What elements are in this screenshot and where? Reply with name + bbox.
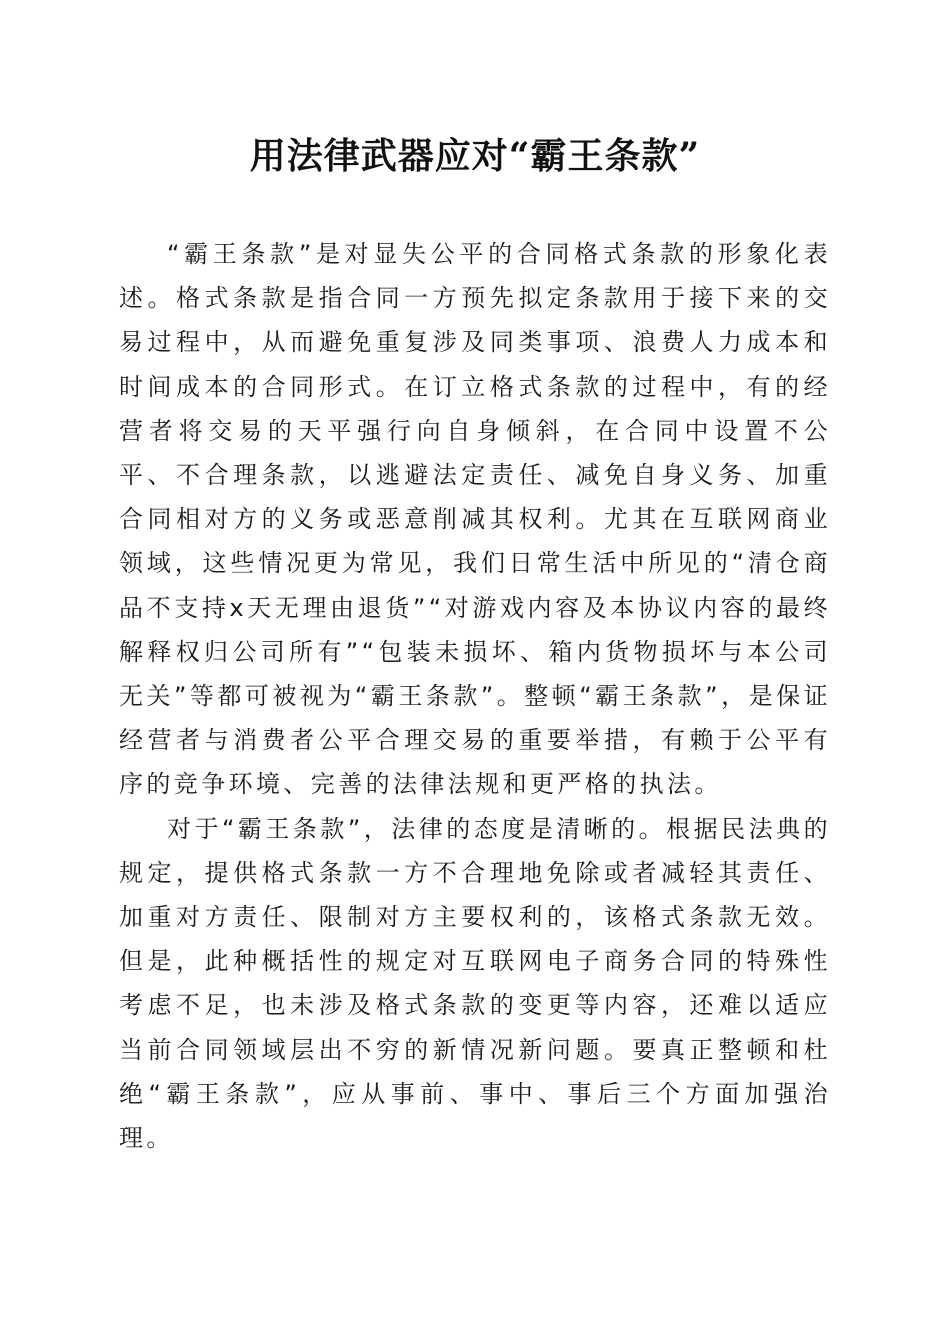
document-title: 用法律武器应对“霸王条款” — [249, 135, 701, 177]
document-body — [119, 232, 831, 1160]
paragraph-2: 对于“霸王条款”，法律的态度是清晰的。根据民法典的规定，提供格式条款一方不合理地免除或者减轻其责任、加重对方责任、限制对方主要权利的，该格式条款无效。但是，此种概括性的规定对互联网电子商务合同的特殊性考虑不足，也未涉及格式条款的变更等内容，还难以适应当前合同领域层出不穷的新情况新问题。要真正整顿和杜绝“霸王条款”，应从事前、事中、事后三个方面加强治理。 — [119, 814, 831, 1153]
paragraph-1: “霸王条款”是对显失公平的合同格式条款的形象化表述。格式条款是指合同一方预先拟定条款用于接下来的交易过程中，从而避免重复涉及同类事项、浪费人力成本和时间成本的合同形式。在订立格式条款的过程中，有的经营者将交易的天平强行向自身倾斜，在合同中设置不公平、不合理条款，以逃避法定责任、减免自身义务、加重合同相对方的义务或恶意削减其权利。尤其在互联网商业领域，这些情况更为常见，我们日常生活中所见的“清仓商品不支持x天无理由退货”“对游戏内容及本协议内容的最终解释权归公司所有”“包装未损坏、箱内货物损坏与本公司无关”等都可被视为“霸王条款”。整顿“霸王条款”，是保证经营者与消费者公平合理交易的重要举措，有赖于公平有序的竞争环境、完善的法律法规和更严格的执法。 — [119, 240, 831, 799]
